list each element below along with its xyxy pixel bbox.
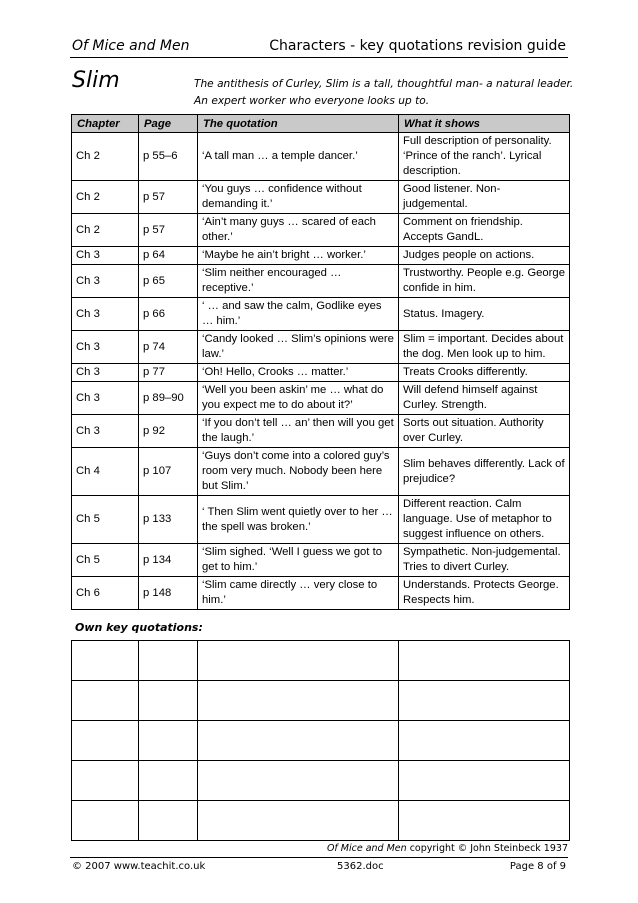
- cell-page: p 134: [139, 544, 198, 577]
- blank-row: [72, 721, 570, 761]
- cell-page: p 89–90: [139, 382, 198, 415]
- blank-cell: [72, 801, 139, 841]
- character-name: Slim: [72, 68, 120, 93]
- cell-chapter: Ch 3: [72, 265, 139, 298]
- footer-rule: [70, 857, 568, 858]
- cell-page: p 148: [139, 577, 198, 610]
- cell-chapter: Ch 2: [72, 181, 139, 214]
- cell-page: p 133: [139, 496, 198, 544]
- cell-quotation: ‘Well you been askin’ me … what do you expect me to do about it?’: [198, 382, 399, 415]
- cell-page: p 55–6: [139, 133, 198, 181]
- cell-page: p 77: [139, 364, 198, 382]
- blank-cell: [72, 641, 139, 681]
- blank-cell: [72, 761, 139, 801]
- col-header-shows: What it shows: [399, 115, 570, 133]
- blank-row: [72, 761, 570, 801]
- book-title: Of Mice and Men: [72, 38, 190, 54]
- blank-cell: [198, 761, 399, 801]
- cell-quotation: ‘Ain’t many guys … scared of each other.’: [198, 214, 399, 247]
- blank-cell: [399, 721, 570, 761]
- cell-shows: Treats Crooks differently.: [399, 364, 570, 382]
- cell-shows: Different reaction. Calm language. Use of metaphor to suggest influence on others.: [399, 496, 570, 544]
- table-row: [72, 265, 570, 298]
- blank-cell: [139, 721, 198, 761]
- cell-page: p 107: [139, 448, 198, 496]
- cell-page: p 65: [139, 265, 198, 298]
- cell-chapter: Ch 3: [72, 331, 139, 364]
- cell-chapter: Ch 6: [72, 577, 139, 610]
- blank-cell: [198, 681, 399, 721]
- cell-shows: Status. Imagery.: [399, 298, 570, 331]
- table-row: [72, 298, 570, 331]
- blank-cell: [139, 641, 198, 681]
- footer-page-number: Page 8 of 9: [509, 861, 566, 872]
- cell-quotation: ‘ … and saw the calm, Godlike eyes … him.’: [198, 298, 399, 331]
- cell-page: p 57: [139, 181, 198, 214]
- blank-cell: [198, 721, 399, 761]
- cell-shows: Slim = important. Decides about the dog. Men look up to him.: [399, 331, 570, 364]
- cell-chapter: Ch 5: [72, 544, 139, 577]
- table-row: [72, 214, 570, 247]
- cell-quotation: ‘Candy looked … Slim’s opinions were law.’: [198, 331, 399, 364]
- blank-cell: [72, 681, 139, 721]
- cell-page: p 92: [139, 415, 198, 448]
- cell-shows: Judges people on actions.: [399, 247, 570, 265]
- cell-page: p 74: [139, 331, 198, 364]
- cell-chapter: Ch 2: [72, 133, 139, 181]
- cell-shows: Full description of personality. ‘Prince of the ranch’. Lyrical description.: [399, 133, 570, 181]
- cell-quotation: ‘Maybe he ain’t bright … worker.’: [198, 247, 399, 265]
- blank-cell: [399, 801, 570, 841]
- footer-doc: 5362.doc: [337, 861, 384, 872]
- cell-quotation: ‘ Then Slim went quietly over to her … the spell was broken.’: [198, 496, 399, 544]
- table-row: [72, 247, 570, 265]
- blank-cell: [399, 641, 570, 681]
- cell-chapter: Ch 3: [72, 298, 139, 331]
- copyright-text: copyright © John Steinbeck 1937: [406, 843, 568, 854]
- table-row: [72, 364, 570, 382]
- blank-row: [72, 641, 570, 681]
- quotations-table: [71, 114, 570, 610]
- table-row: [72, 331, 570, 364]
- table-row: [72, 448, 570, 496]
- blank-cell: [139, 801, 198, 841]
- cell-chapter: Ch 5: [72, 496, 139, 544]
- cell-shows: Good listener. Non-judgemental.: [399, 181, 570, 214]
- cell-quotation: ‘Guys don’t come into a colored guy’s room very much. Nobody been here but Slim.’: [198, 448, 399, 496]
- cell-shows: Will defend himself against Curley. Strength.: [399, 382, 570, 415]
- table-row: [72, 544, 570, 577]
- blank-cell: [399, 681, 570, 721]
- blank-cell: [139, 761, 198, 801]
- blank-cell: [399, 761, 570, 801]
- table-row: [72, 415, 570, 448]
- own-quotations-table: [71, 640, 570, 841]
- cell-chapter: Ch 3: [72, 415, 139, 448]
- cell-chapter: Ch 3: [72, 364, 139, 382]
- cell-quotation: ‘Slim came directly … very close to him.’: [198, 577, 399, 610]
- blank-cell: [72, 721, 139, 761]
- header-rule: [70, 57, 568, 58]
- cell-chapter: Ch 2: [72, 214, 139, 247]
- cell-quotation: ‘Slim neither encouraged … receptive.’: [198, 265, 399, 298]
- cell-shows: Understands. Protects George. Respects him.: [399, 577, 570, 610]
- cell-shows: Sorts out situation. Authority over Curley.: [399, 415, 570, 448]
- blank-row: [72, 681, 570, 721]
- cell-quotation: ‘You guys … confidence without demanding it.’: [198, 181, 399, 214]
- cell-page: p 57: [139, 214, 198, 247]
- blank-cell: [198, 641, 399, 681]
- own-quotations-label: Own key quotations:: [75, 621, 203, 634]
- footer-site: © 2007 www.teachit.co.uk: [72, 861, 206, 872]
- table-row: [72, 496, 570, 544]
- col-header-page: Page: [139, 115, 198, 133]
- cell-quotation: ‘A tall man … a temple dancer.’: [198, 133, 399, 181]
- table-row: [72, 181, 570, 214]
- cell-shows: Trustworthy. People e.g. George confide in him.: [399, 265, 570, 298]
- cell-quotation: ‘Oh! Hello, Crooks … matter.’: [198, 364, 399, 382]
- character-description: The antithesis of Curley, Slim is a tall, thoughtful man- a natural leader. An expert worker who everyone looks up to.: [194, 78, 574, 107]
- blank-row: [72, 801, 570, 841]
- cell-quotation: ‘If you don’t tell … an’ then will you get the laugh.’: [198, 415, 399, 448]
- copyright-book-title: Of Mice and Men: [326, 843, 407, 854]
- guide-title: Characters - key quotations revision guide: [269, 38, 566, 54]
- cell-quotation: ‘Slim sighed. ‘Well I guess we got to get to him.’: [198, 544, 399, 577]
- cell-page: p 66: [139, 298, 198, 331]
- quotations-body: [72, 133, 570, 610]
- cell-chapter: Ch 4: [72, 448, 139, 496]
- table-row: [72, 133, 570, 181]
- cell-page: p 64: [139, 247, 198, 265]
- blank-cell: [198, 801, 399, 841]
- cell-shows: Slim behaves differently. Lack of prejudice?: [399, 448, 570, 496]
- cell-chapter: Ch 3: [72, 247, 139, 265]
- blank-cell: [139, 681, 198, 721]
- table-header-row: [72, 115, 570, 133]
- cell-shows: Comment on friendship. Accepts GandL.: [399, 214, 570, 247]
- cell-chapter: Ch 3: [72, 382, 139, 415]
- table-row: [72, 382, 570, 415]
- table-row: [72, 577, 570, 610]
- col-header-chapter: Chapter: [72, 115, 139, 133]
- col-header-quotation: The quotation: [198, 115, 399, 133]
- cell-shows: Sympathetic. Non-judgemental. Tries to divert Curley.: [399, 544, 570, 577]
- copyright-notice: [327, 843, 568, 854]
